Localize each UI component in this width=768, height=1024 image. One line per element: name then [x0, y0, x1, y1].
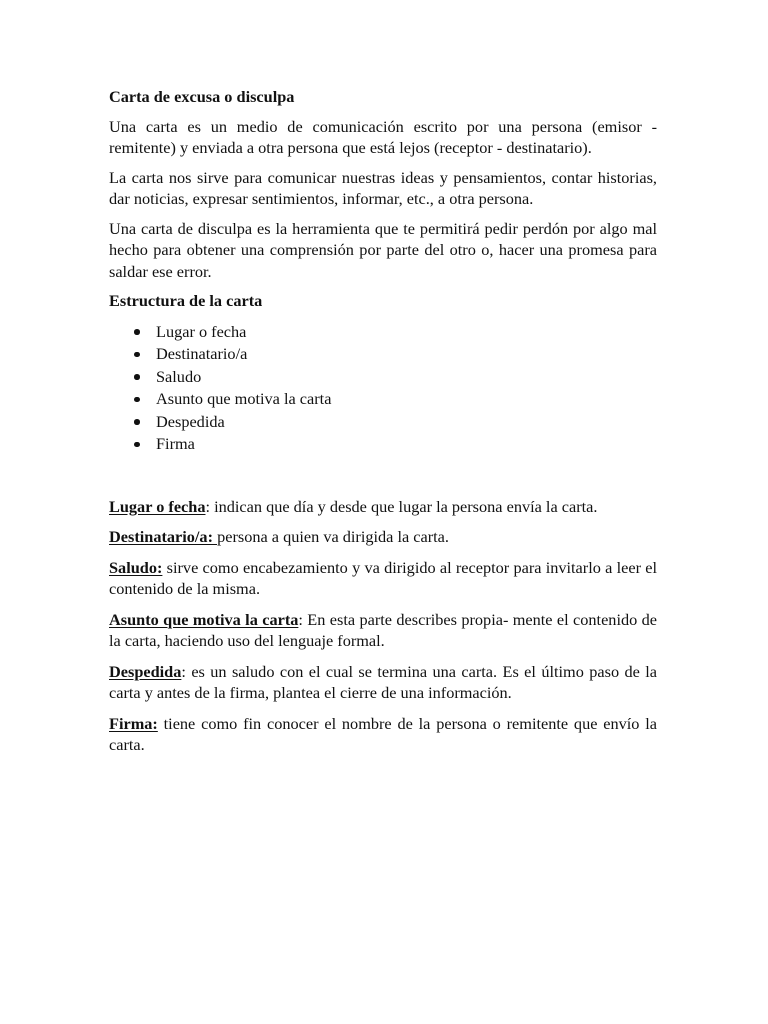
document-page [109, 86, 657, 765]
definition-separator: : [205, 496, 211, 516]
definitions-section [109, 496, 657, 756]
list-item [109, 343, 657, 366]
list-item [109, 321, 657, 344]
bullet-icon [134, 352, 140, 358]
definition-term: Asunto que motiva la carta [109, 609, 299, 629]
definition-text: En esta parte describes propia- mente el contenido de la carta, haciendo uso del lenguaje formal. [109, 609, 657, 650]
list-item-label: Destinatario/a [156, 344, 248, 363]
definition-term: Lugar o fecha [109, 496, 206, 516]
definition-term: Destinatario/a: [109, 527, 218, 546]
definition-term: Saludo: [109, 557, 163, 577]
bullet-icon [134, 442, 140, 448]
bullet-icon [134, 419, 140, 425]
structure-list [109, 321, 657, 456]
definition-firma [109, 713, 657, 756]
bullet-icon [134, 397, 140, 403]
definition-term: Firma: [109, 713, 158, 733]
bullet-icon [134, 374, 140, 380]
list-item [109, 411, 657, 434]
definition-asunto [109, 609, 657, 652]
list-item-label: Asunto que motiva la carta [156, 389, 332, 408]
definition-text: sirve como encabezamiento y va dirigido al receptor para invitarlo a leer el contenido de la misma. [109, 557, 657, 598]
definition-separator: : [181, 661, 186, 681]
paragraph-purpose: La carta nos sirve para comunicar nuestras ideas y pensamientos, contar historias, dar noticias, expresar sentimientos, informar, etc., a otra persona. [109, 167, 657, 208]
paragraph-apology-letter: Una carta de disculpa es la herramienta que te permitirá pedir perdón por algo mal hecho para obtener una comprensión por parte del otro o, hacer una promesa para saldar ese error. [109, 218, 657, 281]
list-item [109, 366, 657, 389]
document-title: Carta de excusa o disculpa [109, 87, 295, 106]
structure-heading: Estructura de la carta [109, 291, 263, 310]
list-item-label: Saludo [156, 366, 202, 386]
definition-saludo [109, 557, 657, 600]
list-item-label: Lugar o fecha [156, 321, 247, 341]
list-item [109, 433, 657, 456]
bullet-icon [134, 329, 140, 335]
definition-text: persona a quien va dirigida la carta. [217, 527, 449, 546]
definition-lugar-fecha [109, 496, 657, 518]
definition-text: tiene como fin conocer el nombre de la persona o remitente que envío la carta. [109, 713, 657, 754]
definition-despedida [109, 661, 657, 704]
list-item [109, 388, 657, 411]
list-item-label: Firma [156, 434, 195, 453]
list-item-label: Despedida [156, 411, 225, 431]
definition-separator: : [298, 609, 303, 629]
definition-destinatario [109, 526, 657, 548]
definition-term: Despedida [109, 661, 182, 681]
definition-text: es un saludo con el cual se termina una carta. Es el último paso de la carta y antes de la firma, plantea el cierre de una información. [109, 661, 657, 702]
paragraph-definition: Una carta es un medio de comunicación escrito por una persona (emisor - remitente) y enviada a otra persona que está lejos (receptor - destinatario). [109, 116, 657, 157]
definition-text: indican que día y desde que lugar la persona envía la carta. [210, 496, 598, 516]
